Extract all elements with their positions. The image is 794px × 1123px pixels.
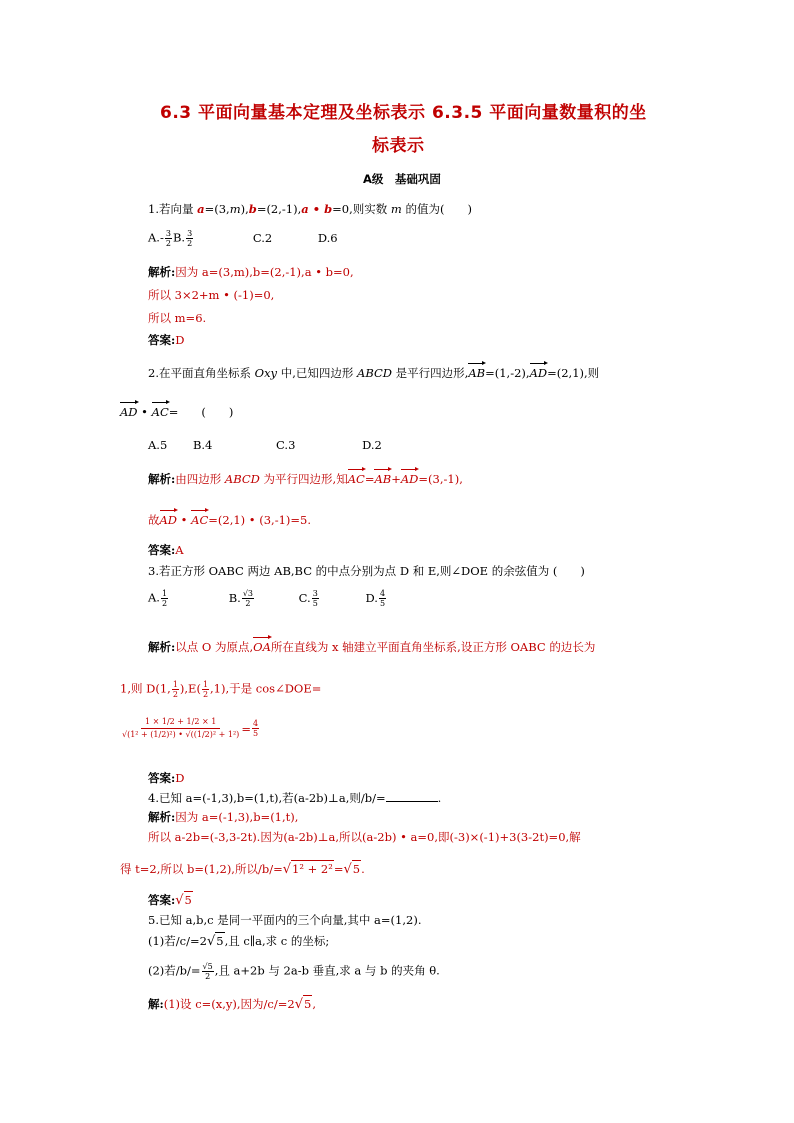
q3-sol2-b: ),E( [179,681,201,696]
q3-options [148,589,387,608]
q3-sol2-d-den: 2 [172,690,178,699]
q3-option-c-fraction [312,589,319,608]
q3-option-a-fraction [161,589,168,608]
q1-eq2: =(2,-1), [256,202,302,216]
q2-sol1-vector-ab: AB [374,468,391,487]
q1-option-b: B. [172,230,186,245]
q3-sol2-d-fraction [172,680,179,699]
q2-vector-ab: AB [468,362,485,381]
q3-sol2-d-num: 1 [172,680,178,689]
q1-dot: a • b [301,202,333,216]
q3-sol1-vector-oa: OA [253,636,271,655]
q2-answer-value: A [175,543,184,557]
q1-stem-b: ,则实数 [349,202,391,216]
q3-solution [148,636,595,655]
q3-big-denominator: √(1² + (1/2)²) • √((1/2)² + 1²) [122,730,240,739]
q2-line2-rest: = ( ) [168,405,234,419]
q2-options [148,437,382,453]
q3-option-c-den: 5 [312,599,318,608]
q1-option-a-fraction [165,229,172,248]
q1-stem-text: 1.若向量 [148,202,198,216]
q3-sol2-e-num: 1 [202,680,209,689]
q4-sqrt-radicand-2: 5 [352,862,361,876]
q1-option-a-den: 2 [165,239,171,248]
q3-big-fraction [120,716,241,741]
q3-option-a-den: 2 [161,599,168,608]
q2-stem [148,362,599,381]
q2-sol1-a: 由四边形 [175,472,225,486]
q2-solution-line2 [148,509,311,528]
q1-option-d: D.6 [317,230,338,245]
q5-solution [148,995,316,1013]
q5-part2-b: ,且 a+2b 与 2a-b 垂直,求 a 与 b 的夹角 θ. [214,963,440,978]
q1-solution-line3: 所以 m=6. [148,311,207,325]
q3-solution-label: 解析: [148,640,176,654]
q1-m: m [229,202,241,216]
q2-sol2-a: 故 [148,513,160,527]
q1-option-b-num: 3 [187,229,193,238]
q2-sol2-vector-ac: AC [191,509,208,528]
q3-option-b-fraction [242,589,254,608]
q4-stem-end: . [437,791,442,805]
q4-sqrt-sign: √ [282,862,291,877]
q2-line2-vector-ad: AD [120,401,138,420]
q3-result-den: 5 [252,729,259,738]
q4-solution-line1: 因为 a=(-1,3),b=(1,t), [175,810,299,824]
q2-vector-ad: AD [530,362,548,381]
q1-stem [148,201,472,217]
q3-answer [148,770,184,786]
q3-sol2-e-den: 2 [202,690,209,699]
q1-answer-value: D [175,333,185,347]
q3-answer-label: 答案: [148,771,176,785]
q2-stem-b: 中,已知四边形 [277,366,358,380]
q1-option-a-num: 3 [165,229,171,238]
q2-solution-label: 解析: [148,472,176,486]
q3-option-c: C. [298,590,311,605]
q3-sol2-e-fraction [202,680,209,699]
q3-big-eq: = [241,721,251,736]
q1-option-b-den: 2 [187,239,193,248]
q2-option-c: C.3 [276,438,296,452]
q2-sol1-b: 为平行四边形,知 [259,472,348,486]
q1-options [148,229,338,248]
q2-line2-vector-ac: AC [152,401,169,420]
q4-sol3-a: 得 t=2,所以 b=(1,2),所以/b/= [120,862,283,876]
q5-sol1-b: , [312,997,316,1011]
q3-option-d: D. [365,590,378,605]
q5-stem: 5.已知 a,b,c 是同一平面内的三个向量,其中 a=(1,2). [148,913,422,927]
q2-answer [148,542,184,558]
q1-solution [148,264,354,280]
q3-big-numerator: 1 × 1/2 + 1/2 × 1 [141,716,220,729]
q3-sol1-b: 所在直线为 x 轴建立平面直角坐标系,设正方形 OABC 的边长为 [270,640,596,654]
q4-sqrt-sign-2: √ [343,862,352,877]
q3-option-d-fraction [379,589,386,608]
q2-stem-line2 [120,401,233,420]
q1-eq1: =(3, [204,202,230,216]
q1-solution-label: 解析: [148,265,176,279]
q4-answer-blank [386,790,438,802]
q1-vector-b: b [248,202,257,216]
q2-option-a: A.5 [148,438,168,452]
q2-answer-label: 答案: [148,543,176,557]
q2-stem-a: 2.在平面直角坐标系 [148,366,255,380]
q2-ab-value: =(1,-2), [485,366,530,380]
q1-option-b-fraction [186,229,193,248]
q3-option-a: A. [148,590,160,605]
q5-part1-sqrt: 5 [216,934,224,948]
q4-solution-line2: 所以 a-2b=(-3,3-2t).因为(a-2b)⊥a,所以(a-2b) • a=0,即(-3)×(-1)+3(3-2t)=0,解 [148,830,581,844]
q3-option-b-den: 2 [245,599,251,608]
q3-answer-value: D [175,771,185,785]
q3-option-a-num: 1 [161,589,168,598]
q2-sol1-eq: = [364,472,375,486]
q4-sol3-b: = [333,862,344,876]
q4-answer-value: 5 [184,893,192,907]
q2-sol2-value: =(2,1) • (3,-1)=5. [208,513,311,527]
q1-m2: m [390,202,402,216]
q2-oxy: Oxy [254,366,278,380]
q2-sol1-value: =(3,-1), [418,472,463,486]
q3-option-b-num: √3 [242,589,254,598]
q2-sol2-vector-ad: AD [160,509,178,528]
q5-part2-fraction [202,962,214,981]
q3-result-num: 4 [252,719,259,728]
q2-sol1-abcd: ABCD [224,472,260,486]
q5-sol1-a: (1)设 c=(x,y),因为/c/=2 [163,997,295,1011]
q5-part1 [148,932,329,950]
q4-solution-label: 解析: [148,810,176,824]
q1-solution-line1: 因为 a=(3,m),b=(2,-1),a • b=0, [175,265,354,279]
q3-option-d-den: 5 [379,599,386,608]
q4-answer [148,891,193,909]
q3-solution-line2 [120,680,321,699]
page-title: 6.3 平面向量基本定理及坐标表示 6.3.5 平面向量数量积的坐 [160,103,647,123]
q1-vector-a: a [197,202,205,216]
q2-stem-c: 是平行四边形, [392,366,469,380]
q5-part2-den: 2 [205,972,211,981]
q1-close1: ), [240,202,249,216]
q3-option-d-num: 4 [379,589,386,598]
q3-sol2-a: 1,则 D(1, [120,681,171,696]
q2-sol1-plus: + [391,472,401,486]
q1-solution-line2: 所以 3×2+m • (-1)=0, [148,288,275,302]
q2-sol2-dot: • [177,513,192,527]
q5-part2-a: (2)若/b/= [148,963,201,978]
q3-option-b: B. [228,590,241,605]
q4-answer-sqrt-sign: √ [175,893,184,908]
q5-part1-b: ,且 c∥a,求 c 的坐标; [224,934,330,948]
q4-sol3-c: . [361,862,365,876]
q1-stem-c: 的值为( ) [401,202,472,216]
q1-eq3: =0 [332,202,350,216]
q2-abcd: ABCD [357,366,393,380]
q5-part1-a: (1)若/c/=2 [148,934,207,948]
q2-option-d: D.2 [362,438,382,452]
q3-cosine-formula [120,716,260,741]
q4-solution-line3 [120,860,365,878]
q1-answer [148,332,184,348]
q4-stem [148,790,441,806]
q1-option-a: A.- [148,230,164,245]
q2-sol1-vector-ac: AC [348,468,365,487]
page-title-continued: 标表示 [372,136,425,156]
q1-answer-label: 答案: [148,333,176,347]
q4-answer-label: 答案: [148,893,176,907]
q5-solution-label: 解: [148,997,164,1011]
q2-solution [148,468,463,487]
q3-result-fraction [252,719,259,738]
q1-option-c: C.2 [252,230,273,245]
q2-line2-dot: • [137,405,152,419]
q3-sol1-a: 以点 O 为原点, [175,640,254,654]
q5-part1-sqrt-sign: √ [206,934,216,949]
q4-sqrt-radicand: 1² + 2² [292,862,333,876]
q5-part2-num: √5 [202,962,213,971]
level-heading: A级 基础巩固 [363,172,441,186]
q4-stem-text: 4.已知 a=(-1,3),b=(1,t),若(a-2b)⊥a,则/b/= [148,791,386,805]
q3-stem: 3.若正方形 OABC 两边 AB,BC 的中点分别为点 D 和 E,则∠DOE 的余弦值为 ( ) [148,564,585,578]
q2-option-b: B.4 [192,438,213,452]
q5-sol1-sqrt-sign: √ [294,997,303,1012]
q4-solution [148,809,298,825]
q2-ad-value: =(2,1),则 [547,366,600,380]
q3-option-c-num: 3 [312,589,318,598]
q5-part2 [148,962,440,981]
q3-sol2-c: ,1),于是 cos∠DOE= [210,681,322,696]
q5-sol1-sqrt: 5 [303,997,312,1011]
q2-sol1-vector-ad: AD [401,468,419,487]
